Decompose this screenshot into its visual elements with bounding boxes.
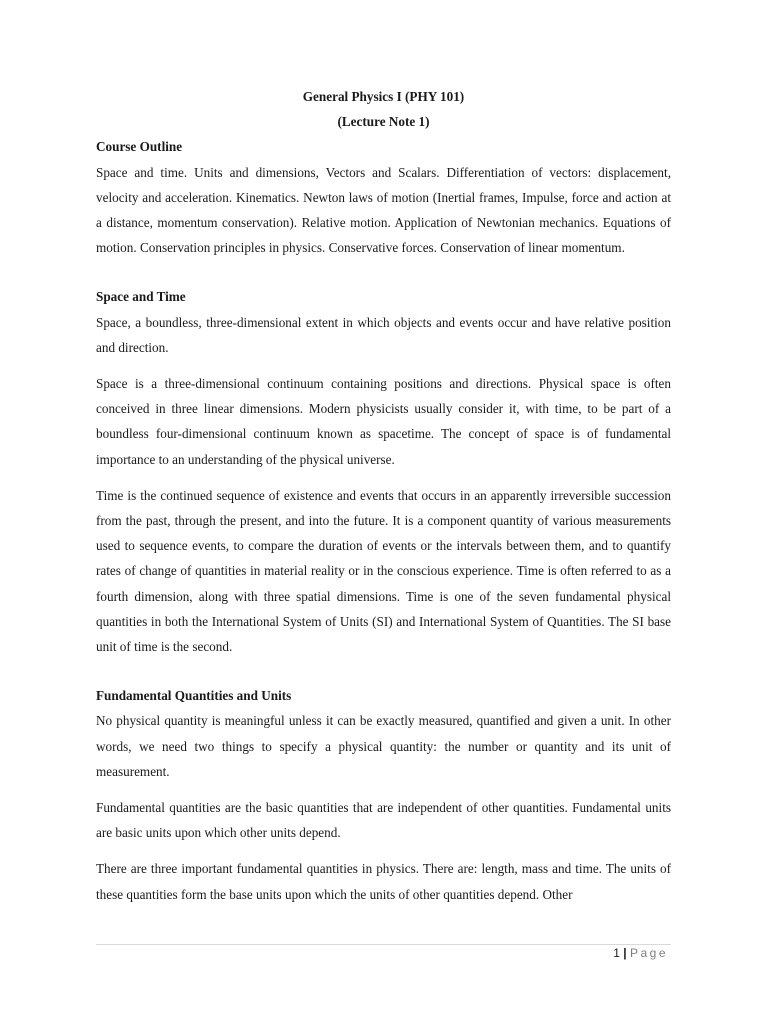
footer-divider [96,944,671,945]
course-outline-text: Space and time. Units and dimensions, Vectors and Scalars. Differentiation of vectors: displacement, velocity and acceleration. Kinematics. Newton laws of motion (Inertial frames, Impulse, force and action at a distance, momentum conservation). Relative motion. Application of Newtonian mechanics. Equations of motion. Conservation principles in physics. Conservative forces. Conservation of linear momentum. [96,164,671,256]
page-separator: | [623,946,627,960]
space-time-paragraph-3: Time is the continued sequence of existence and events that occurs in an apparently irreversible succession from the past, through the present, and into the future. It is a component quantity of various measurements used to sequence events, to compare the duration of events or the intervals between them, and to quantify rates of change of quantities in material reality or in the conscious experience. Time is often referred to as a fourth dimension, along with three spatial dimensions. Time is one of the seven fundamental physical quantities in both the International System of Units (SI) and International System of Quantities. The SI base unit of time is the second. [96,487,671,655]
space-time-paragraph-1: Space, a boundless, three-dimensional extent in which objects and events occur and have relative position and direction. [96,314,671,355]
course-outline-heading: Course Outline [96,139,183,155]
page-footer [613,946,668,960]
page-label: Page [629,946,668,960]
page-number: 1 [613,946,620,960]
document-title: General Physics I (PHY 101) [302,89,465,104]
fundamental-paragraph-3: There are three important fundamental quantities in physics. There are: length, mass and time. The units of these quantities form the base units upon which the units of other quantities depend. Other [96,861,671,902]
fundamental-paragraph-2: Fundamental quantities are the basic quantities that are independent of other quantities. Fundamental units are basic units upon which other units depend. [96,800,671,841]
space-time-paragraph-2: Space is a three-dimensional continuum containing positions and directions. Physical space is often conceived in three linear dimensions. Modern physicists usually consider it, with time, to be part of a boundless four-dimensional continuum known as spacetime. The concept of space is of fundamental importance to an understanding of the physical universe. [96,376,671,467]
document-subtitle: (Lecture Note 1) [337,114,430,130]
fundamental-paragraph-1: No physical quantity is meaningful unless it can be exactly measured, quantified and given a unit. In other words, we need two things to specify a physical quantity: the number or quantity and its unit of measurement. [96,713,671,779]
document-body [96,84,671,907]
space-time-heading: Space and Time [96,289,186,305]
fundamental-quantities-heading: Fundamental Quantities and Units [96,688,292,704]
